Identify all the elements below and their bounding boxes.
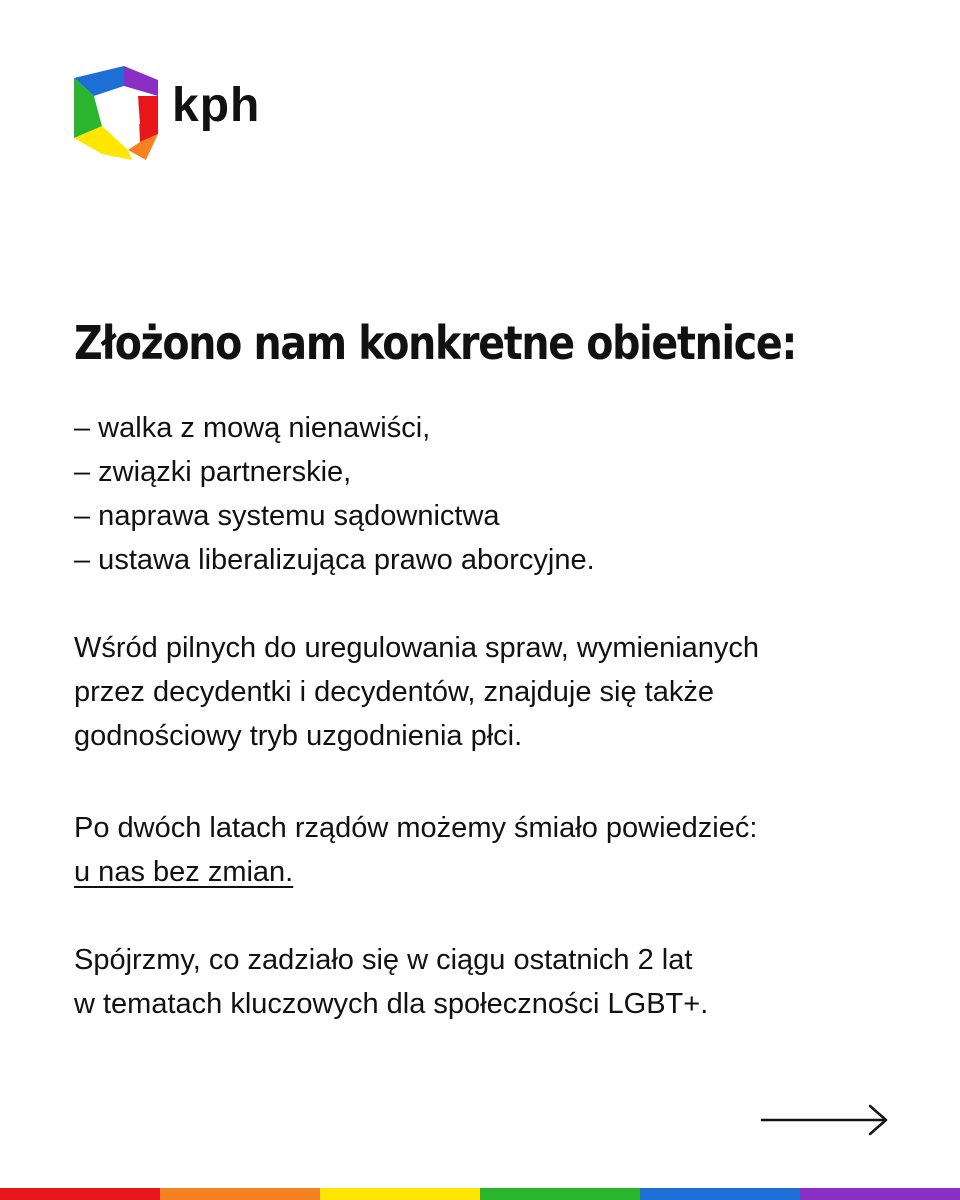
promises-list — [74, 406, 595, 582]
rainbow-segment-yellow — [320, 1188, 480, 1200]
rainbow-segment-purple — [800, 1188, 960, 1200]
list-item: – ustawa liberalizująca prawo aborcyjne. — [74, 544, 595, 576]
list-item: – związki partnerskie, — [74, 456, 352, 488]
paragraph-line: Po dwóch latach rządów możemy śmiało powiedzieć: — [74, 812, 758, 844]
paragraph-line: godnościowy tryb uzgodnienia płci. — [74, 720, 523, 752]
list-item: – walka z mową nienawiści, — [74, 412, 431, 444]
rainbow-stripe — [0, 1188, 960, 1200]
kph-logo — [72, 64, 261, 164]
no-change-paragraph — [74, 806, 757, 894]
paragraph-line: Spójrzmy, co zadziało się w ciągu ostatnich 2 lat — [74, 944, 693, 976]
paragraph-line: przez decydentki i decydentów, znajduje się także — [74, 676, 714, 708]
rainbow-segment-red — [0, 1188, 160, 1200]
summary-paragraph — [74, 938, 708, 1026]
rainbow-segment-green — [480, 1188, 640, 1200]
no-change-emphasis: u nas bez zmian. — [74, 856, 294, 888]
paragraph-line: w tematach kluczowych dla społeczności LGBT+. — [74, 988, 709, 1020]
arrow-right-icon[interactable] — [760, 1102, 892, 1138]
logo-text: kph — [172, 79, 261, 132]
page-title: Złożono nam konkretne obietnice: — [74, 316, 796, 370]
paragraph-line: Wśród pilnych do uregulowania spraw, wymienianych — [74, 632, 760, 664]
list-item: – naprawa systemu sądownictwa — [74, 500, 500, 532]
urgent-matters-paragraph — [74, 626, 759, 758]
rainbow-segment-orange — [160, 1188, 320, 1200]
rainbow-segment-blue — [640, 1188, 800, 1200]
kph-rainbow-frame-icon — [72, 64, 164, 162]
